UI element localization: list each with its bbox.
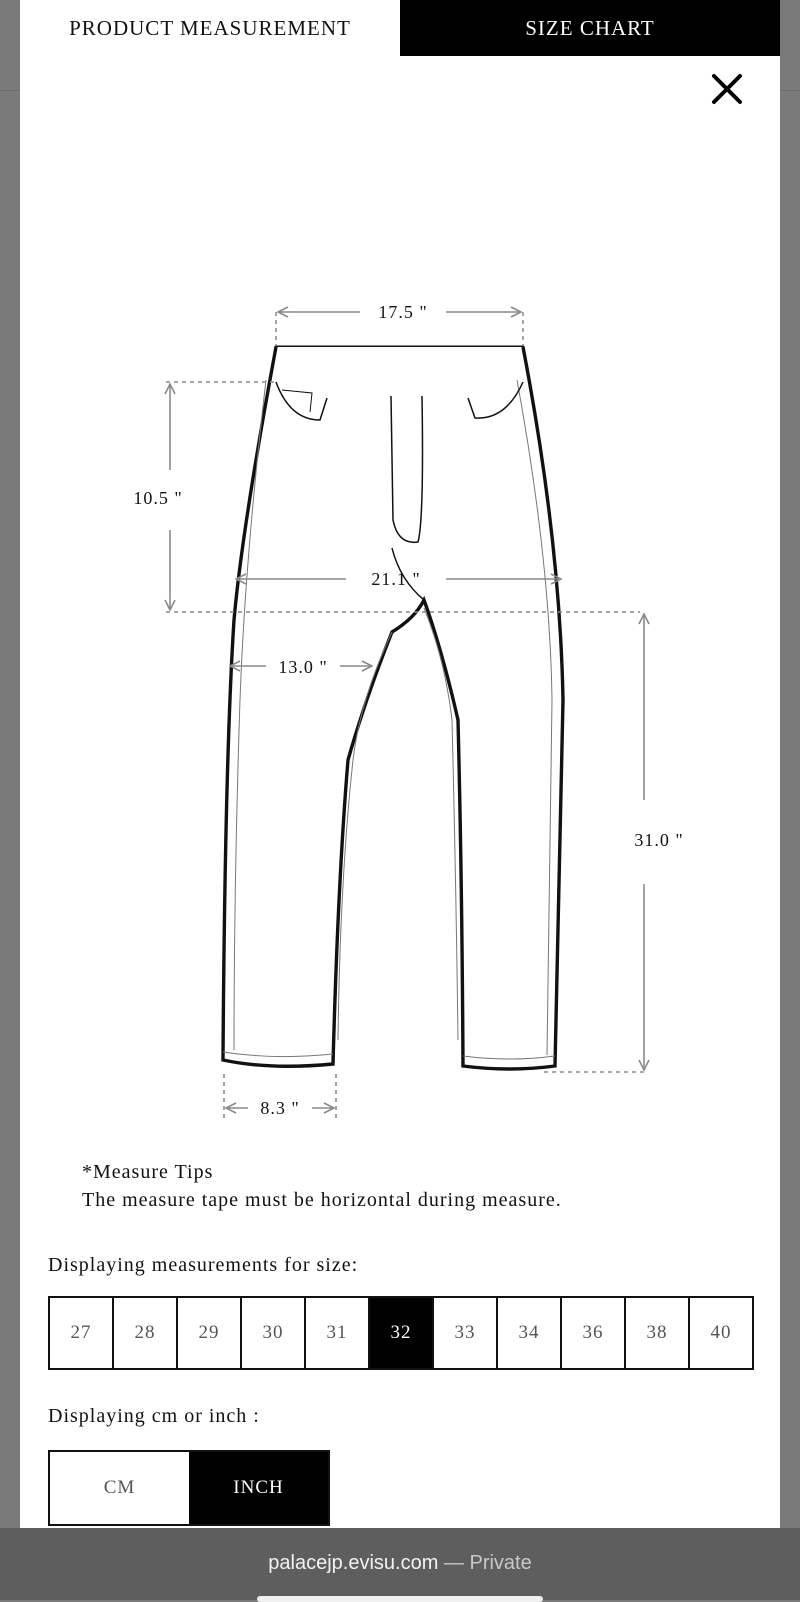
thigh-measurement: 13.0 " — [278, 657, 328, 677]
size-option[interactable]: 33 — [434, 1298, 498, 1368]
size-option[interactable]: 34 — [498, 1298, 562, 1368]
inseam-measurement: 31.0 " — [634, 830, 684, 850]
unit-option-inch[interactable]: INCH — [189, 1452, 328, 1524]
size-option[interactable]: 28 — [114, 1298, 178, 1368]
leg-opening-measurement: 8.3 " — [260, 1098, 300, 1118]
size-option[interactable]: 36 — [562, 1298, 626, 1368]
hip-measurement: 21.1 " — [371, 569, 421, 589]
front-rise-measurement: 10.5 " — [133, 488, 183, 508]
pants-illustration — [223, 347, 563, 1069]
size-option[interactable]: 30 — [242, 1298, 306, 1368]
size-option[interactable]: 29 — [178, 1298, 242, 1368]
close-button[interactable] — [710, 72, 744, 106]
size-chart-modal — [20, 0, 780, 1530]
unit-selector — [48, 1450, 330, 1526]
measure-tips-text: The measure tape must be horizontal during measure. — [82, 1189, 562, 1211]
size-option[interactable]: 38 — [626, 1298, 690, 1368]
measure-tips — [82, 1158, 562, 1214]
tab-size-chart[interactable]: SIZE CHART — [400, 0, 780, 56]
home-indicator[interactable] — [257, 1596, 543, 1602]
size-selector-label: Displaying measurements for size: — [48, 1254, 359, 1276]
size-option-selected[interactable]: 32 — [370, 1298, 434, 1368]
size-selector — [48, 1296, 754, 1370]
private-mode-label: Private — [469, 1552, 532, 1574]
unit-selector-label: Displaying cm or inch : — [48, 1405, 260, 1427]
browser-address-bar[interactable] — [0, 1528, 800, 1600]
size-option[interactable]: 40 — [710, 1322, 732, 1343]
unit-option-cm[interactable]: CM — [103, 1477, 136, 1498]
close-icon — [710, 72, 744, 106]
size-option[interactable]: 27 — [50, 1298, 114, 1368]
url-host: palacejp.evisu.com — [268, 1552, 439, 1574]
tab-product-measurement[interactable]: PRODUCT MEASUREMENT — [20, 0, 400, 56]
size-option[interactable]: 31 — [306, 1298, 370, 1368]
waist-measurement: 17.5 " — [378, 302, 428, 322]
pants-measurement-diagram — [20, 0, 780, 1140]
address-text — [268, 1552, 531, 1575]
url-separator: — — [438, 1552, 470, 1574]
modal-tabs — [20, 0, 780, 56]
measure-tips-title: *Measure Tips — [82, 1161, 214, 1183]
